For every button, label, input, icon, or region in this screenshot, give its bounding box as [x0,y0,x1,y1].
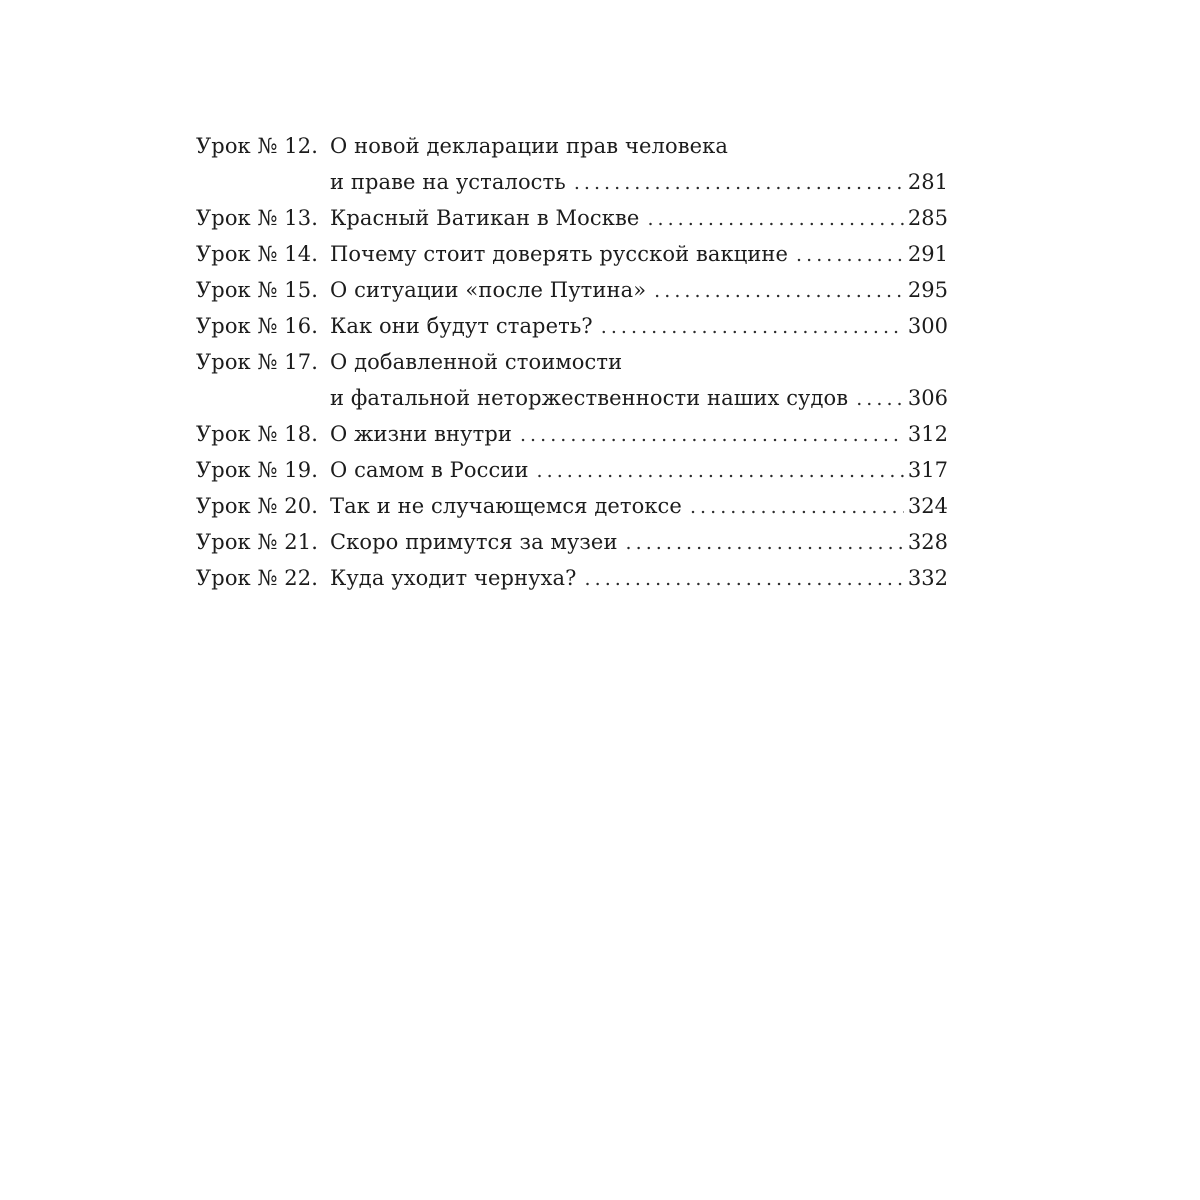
toc-entry-page: 312 [907,422,948,446]
toc-entry-line [196,272,948,308]
toc-entry-title: О самом в России [330,458,529,482]
table-of-contents [196,128,948,596]
toc-entry-title: Как они будут стареть? [330,314,593,338]
dot-leader [856,381,904,417]
toc-entry-page: 281 [907,170,948,194]
toc-entry-label: Урок № 12. [196,134,319,158]
toc-entry-page: 324 [907,494,948,518]
toc-entry-page: 295 [907,278,948,302]
toc-entry-title: О новой декларации прав человека [330,134,728,158]
toc-entry-title: Так и не случающемся детоксе [330,494,682,518]
toc-entry-line [196,380,948,416]
dot-leader [585,561,904,597]
toc-entry-line [196,452,948,488]
toc-entry-title: О добавленной стоимости [330,350,623,374]
toc-entry-title: Скоро примутся за музеи [330,530,618,554]
dot-leader [654,273,904,309]
dot-leader [520,417,904,453]
toc-entry-page: 300 [907,314,948,338]
toc-entry-page: 291 [907,242,948,266]
toc-entry-line [196,524,948,560]
toc-entry-label: Урок № 20. [196,494,319,518]
toc-entry-title: Куда уходит чернуха? [330,566,577,590]
toc-entry-line [196,236,948,272]
toc-entry-line [196,344,948,380]
toc-entry-page: 306 [907,386,948,410]
toc-entry-title: Красный Ватикан в Москве [330,206,640,230]
dot-leader [796,237,904,273]
toc-entry-label: Урок № 17. [196,350,319,374]
toc-entry-label: Урок № 13. [196,206,319,230]
dot-leader [601,309,904,345]
toc-entry-title: и фатальной неторжественности наших судов [330,386,849,410]
toc-entry-title: О жизни внутри [330,422,512,446]
toc-entry-title: Почему стоит доверять русской вакцине [330,242,789,266]
dot-leader [574,165,904,201]
dot-leader [647,201,903,237]
dot-leader [626,525,904,561]
toc-entry-line [196,308,948,344]
toc-entry-label: Урок № 22. [196,566,319,590]
toc-entry-line [196,416,948,452]
dot-leader [537,453,904,489]
toc-entry-page: 328 [907,530,948,554]
toc-entry-line [196,200,948,236]
dot-leader [690,489,904,525]
toc-entry-label: Урок № 15. [196,278,319,302]
toc-entry-title: О ситуации «после Путина» [330,278,647,302]
toc-entry-page: 332 [907,566,948,590]
toc-entry-line [196,488,948,524]
toc-entry-label: Урок № 19. [196,458,319,482]
toc-entry-page: 285 [907,206,948,230]
toc-entry-label: Урок № 21. [196,530,319,554]
toc-entry-line [196,128,948,164]
toc-entry-page: 317 [907,458,948,482]
toc-entry-line [196,164,948,200]
toc-entry-label: Урок № 18. [196,422,319,446]
toc-entry-label: Урок № 14. [196,242,319,266]
toc-entry-label: Урок № 16. [196,314,319,338]
toc-entry-line [196,560,948,596]
toc-entry-title: и праве на усталость [330,170,566,194]
